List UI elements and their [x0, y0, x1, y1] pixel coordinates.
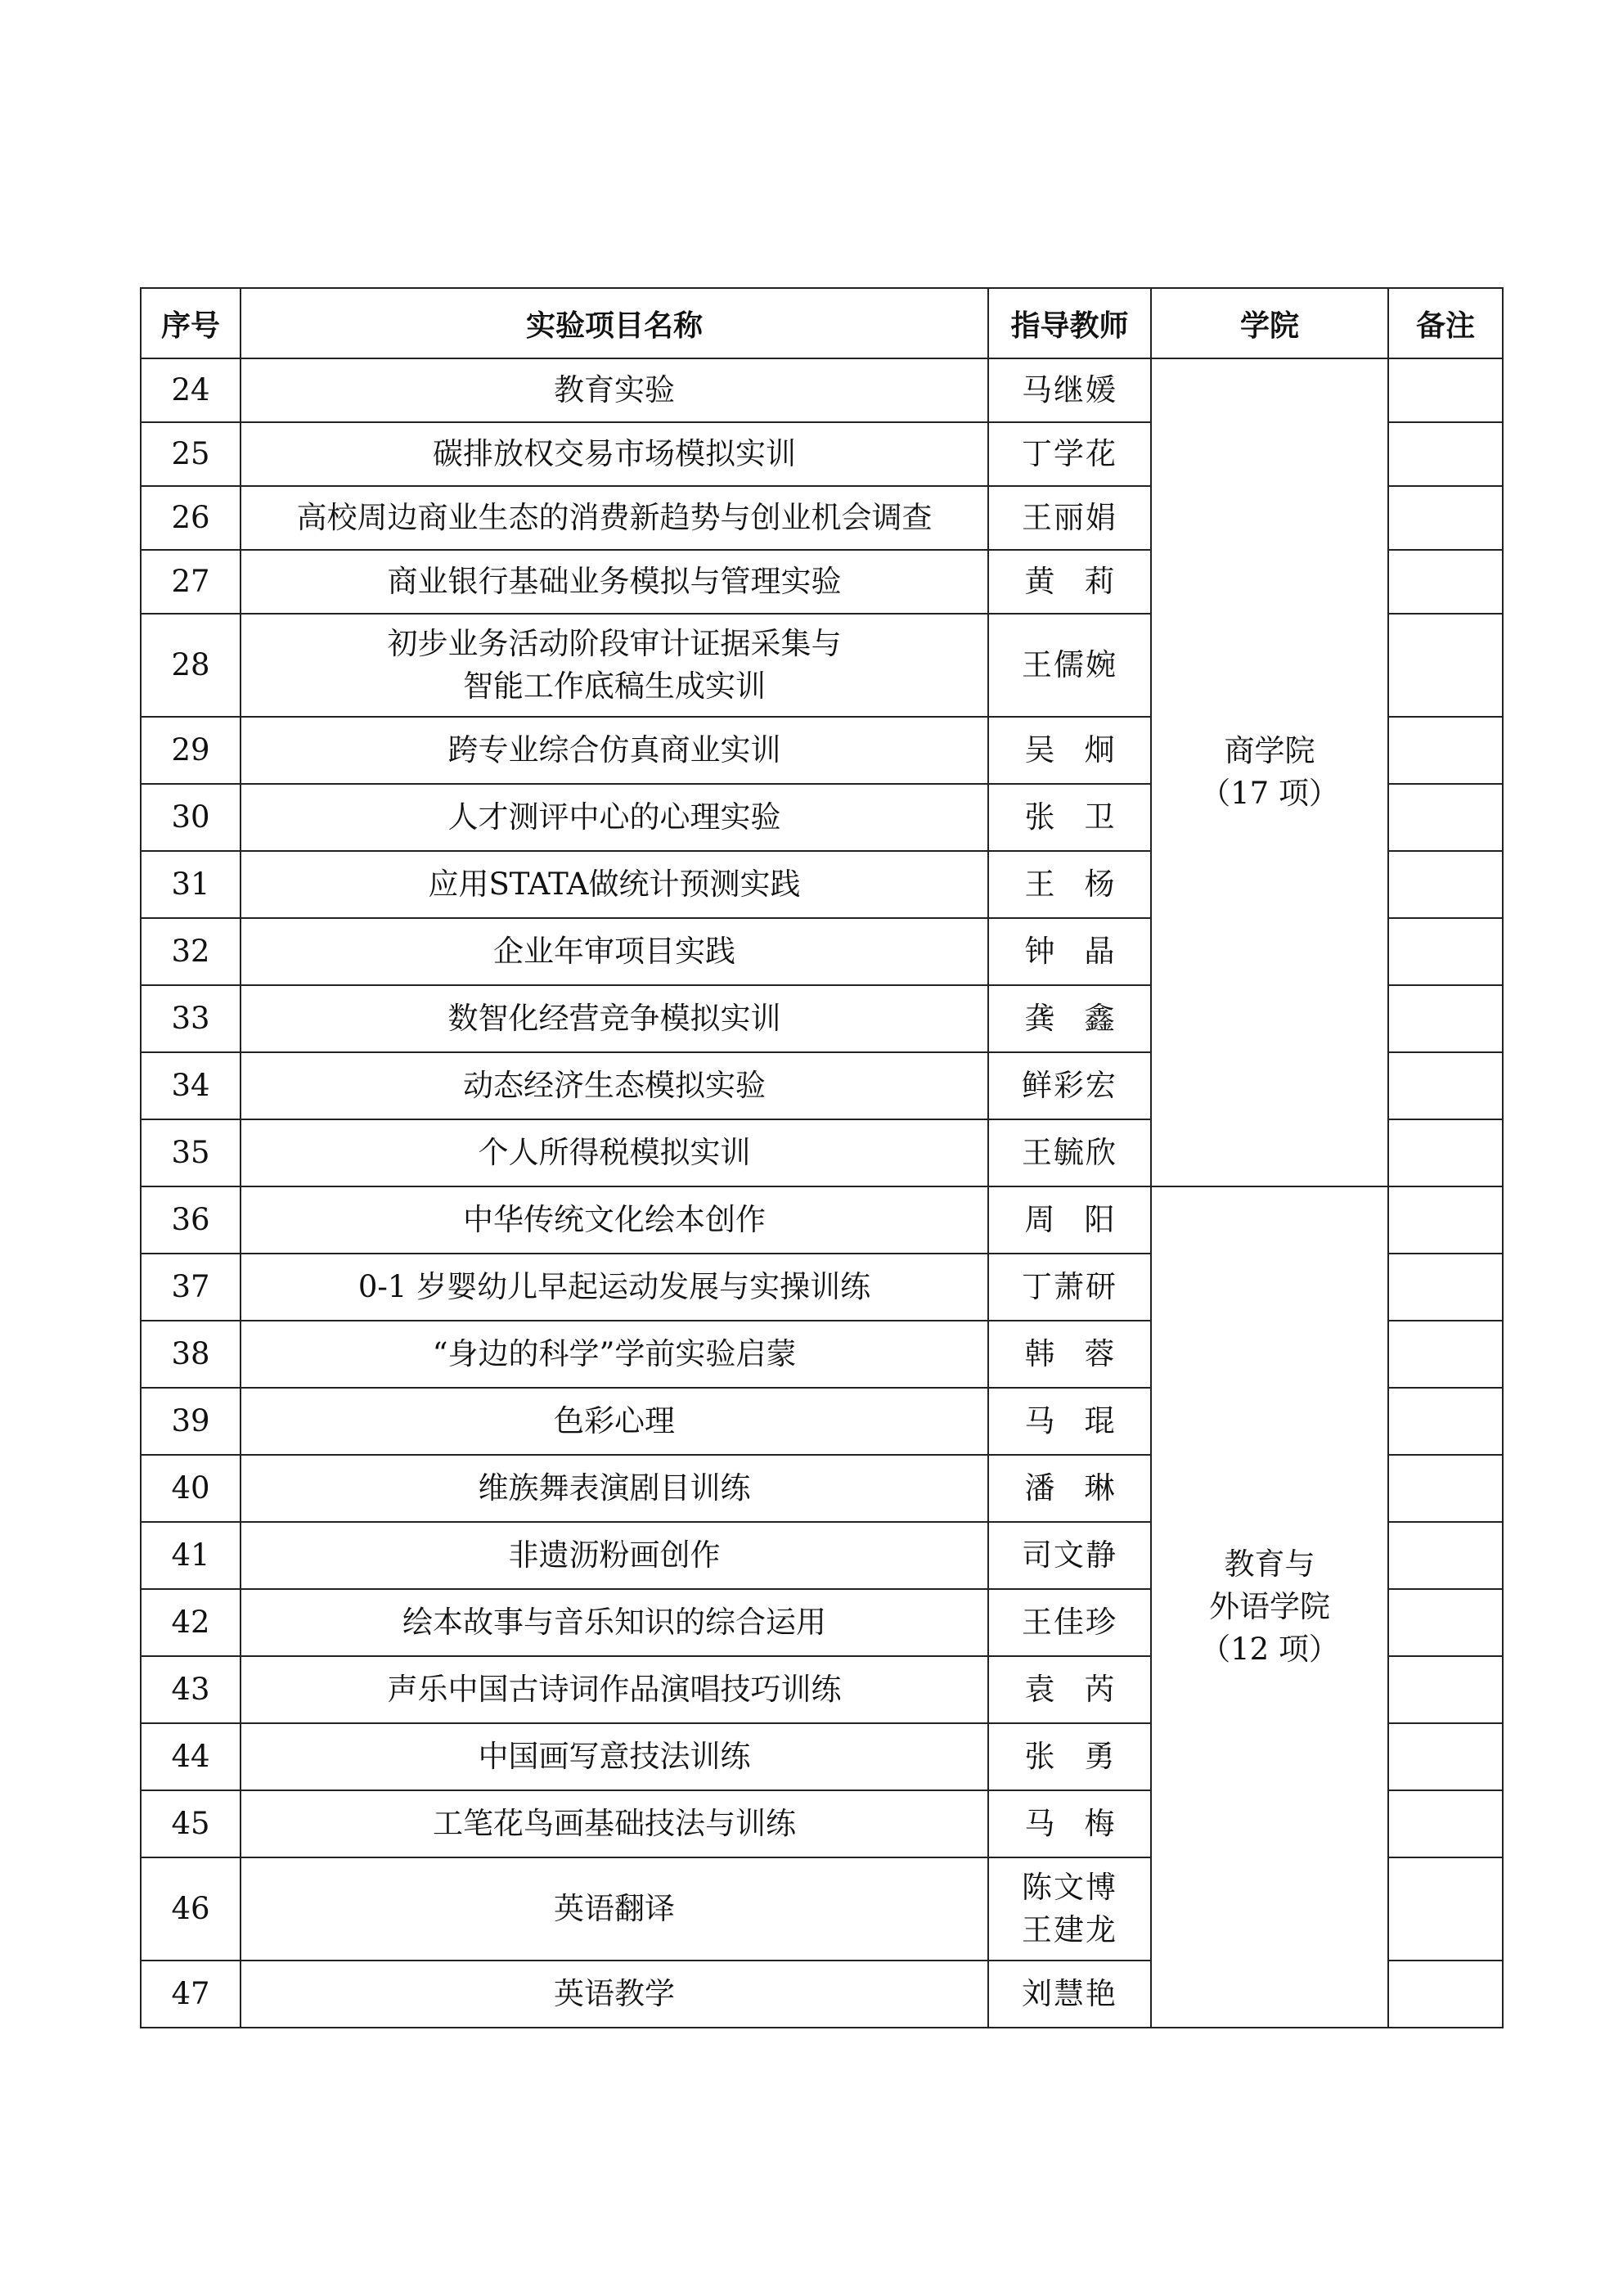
college-count: （17 项）	[1200, 776, 1339, 811]
row-number: 46	[141, 1857, 241, 1961]
table-row	[141, 1186, 1503, 1254]
row-number: 26	[141, 486, 241, 550]
project-name: 工笔花鸟画基础技法与训练	[241, 1790, 988, 1857]
remark-cell	[1388, 358, 1503, 422]
teacher-name: 鲜彩宏	[988, 1052, 1151, 1119]
project-name: 英语翻译	[241, 1857, 988, 1961]
project-name: 商业银行基础业务模拟与管理实验	[241, 550, 988, 614]
teacher-name: 张卫	[988, 784, 1151, 851]
row-number: 24	[141, 358, 241, 422]
college-education-languages	[1151, 1186, 1388, 2028]
row-number: 43	[141, 1656, 241, 1723]
college-business	[1151, 358, 1388, 1186]
remark-cell	[1388, 1857, 1503, 1961]
teacher-name: 钟晶	[988, 918, 1151, 985]
remark-cell	[1388, 1186, 1503, 1254]
teacher-name: 黄莉	[988, 550, 1151, 614]
remark-cell	[1388, 486, 1503, 550]
teacher-name: 司文静	[988, 1522, 1151, 1589]
project-name: 初步业务活动阶段审计证据采集与 智能工作底稿生成实训	[241, 614, 988, 717]
row-number: 35	[141, 1119, 241, 1186]
teacher-name: 刘慧艳	[988, 1961, 1151, 2028]
remark-cell	[1388, 1254, 1503, 1321]
teacher-name: 龚鑫	[988, 985, 1151, 1052]
row-number: 34	[141, 1052, 241, 1119]
project-name: 应用STATA做统计预测实践	[241, 851, 988, 918]
teacher-name: 周阳	[988, 1186, 1151, 1254]
header-teacher: 指导教师	[988, 288, 1151, 358]
teacher-name: 张勇	[988, 1723, 1151, 1790]
row-number: 39	[141, 1388, 241, 1455]
row-number: 36	[141, 1186, 241, 1254]
project-name: 企业年审项目实践	[241, 918, 988, 985]
teacher-name: 马继媛	[988, 358, 1151, 422]
header-project-name: 实验项目名称	[241, 288, 988, 358]
project-name: “身边的科学”学前实验启蒙	[241, 1321, 988, 1388]
row-number: 29	[141, 717, 241, 784]
table-row	[141, 358, 1503, 422]
remark-cell	[1388, 1119, 1503, 1186]
row-number: 28	[141, 614, 241, 717]
project-name: 动态经济生态模拟实验	[241, 1052, 988, 1119]
project-name: 高校周边商业生态的消费新趋势与创业机会调查	[241, 486, 988, 550]
teacher-name: 丁萧研	[988, 1254, 1151, 1321]
teacher-name: 潘琳	[988, 1455, 1151, 1522]
row-number: 40	[141, 1455, 241, 1522]
remark-cell	[1388, 1321, 1503, 1388]
project-name: 维族舞表演剧目训练	[241, 1455, 988, 1522]
remark-cell	[1388, 985, 1503, 1052]
teacher-name: 马梅	[988, 1790, 1151, 1857]
college-name: 外语学院	[1209, 1589, 1330, 1625]
remark-cell	[1388, 550, 1503, 614]
teacher-name: 王毓欣	[988, 1119, 1151, 1186]
remark-cell	[1388, 614, 1503, 717]
project-name: 碳排放权交易市场模拟实训	[241, 422, 988, 486]
college-name: 商学院	[1224, 733, 1315, 769]
row-number: 47	[141, 1961, 241, 2028]
project-name: 数智化经营竞争模拟实训	[241, 985, 988, 1052]
teacher-name: 陈文博 王建龙	[988, 1857, 1151, 1961]
project-name: 教育实验	[241, 358, 988, 422]
header-seq: 序号	[141, 288, 241, 358]
project-name: 声乐中国古诗词作品演唱技巧训练	[241, 1656, 988, 1723]
remark-cell	[1388, 1388, 1503, 1455]
remark-cell	[1388, 851, 1503, 918]
project-name: 中华传统文化绘本创作	[241, 1186, 988, 1254]
table-header-row	[141, 288, 1503, 358]
row-number: 42	[141, 1589, 241, 1656]
remark-cell	[1388, 1052, 1503, 1119]
row-number: 27	[141, 550, 241, 614]
row-number: 38	[141, 1321, 241, 1388]
project-name: 0-1 岁婴幼儿早起运动发展与实操训练	[241, 1254, 988, 1321]
teacher-name: 王杨	[988, 851, 1151, 918]
college-count: （12 项）	[1200, 1631, 1339, 1667]
project-name: 跨专业综合仿真商业实训	[241, 717, 988, 784]
row-number: 45	[141, 1790, 241, 1857]
teacher-name: 丁学花	[988, 422, 1151, 486]
remark-cell	[1388, 1790, 1503, 1857]
row-number: 41	[141, 1522, 241, 1589]
header-remark: 备注	[1388, 288, 1503, 358]
row-number: 33	[141, 985, 241, 1052]
teacher-name: 韩蓉	[988, 1321, 1151, 1388]
row-number: 25	[141, 422, 241, 486]
remark-cell	[1388, 1961, 1503, 2028]
row-number: 32	[141, 918, 241, 985]
college-name: 教育与	[1224, 1546, 1315, 1582]
project-name: 个人所得税模拟实训	[241, 1119, 988, 1186]
teacher-name: 王丽娟	[988, 486, 1151, 550]
remark-cell	[1388, 1522, 1503, 1589]
project-name: 绘本故事与音乐知识的综合运用	[241, 1589, 988, 1656]
teacher-name: 袁芮	[988, 1656, 1151, 1723]
project-name: 色彩心理	[241, 1388, 988, 1455]
remark-cell	[1388, 1656, 1503, 1723]
remark-cell	[1388, 422, 1503, 486]
project-table	[140, 287, 1504, 2028]
teacher-name: 吴炯	[988, 717, 1151, 784]
row-number: 44	[141, 1723, 241, 1790]
row-number: 31	[141, 851, 241, 918]
remark-cell	[1388, 1455, 1503, 1522]
project-name: 非遗沥粉画创作	[241, 1522, 988, 1589]
remark-cell	[1388, 717, 1503, 784]
teacher-name: 马琨	[988, 1388, 1151, 1455]
row-number: 30	[141, 784, 241, 851]
remark-cell	[1388, 1589, 1503, 1656]
project-name: 中国画写意技法训练	[241, 1723, 988, 1790]
remark-cell	[1388, 784, 1503, 851]
project-name: 人才测评中心的心理实验	[241, 784, 988, 851]
project-name: 英语教学	[241, 1961, 988, 2028]
teacher-name: 王佳珍	[988, 1589, 1151, 1656]
row-number: 37	[141, 1254, 241, 1321]
teacher-name: 王儒婉	[988, 614, 1151, 717]
header-college: 学院	[1151, 288, 1388, 358]
remark-cell	[1388, 1723, 1503, 1790]
remark-cell	[1388, 918, 1503, 985]
